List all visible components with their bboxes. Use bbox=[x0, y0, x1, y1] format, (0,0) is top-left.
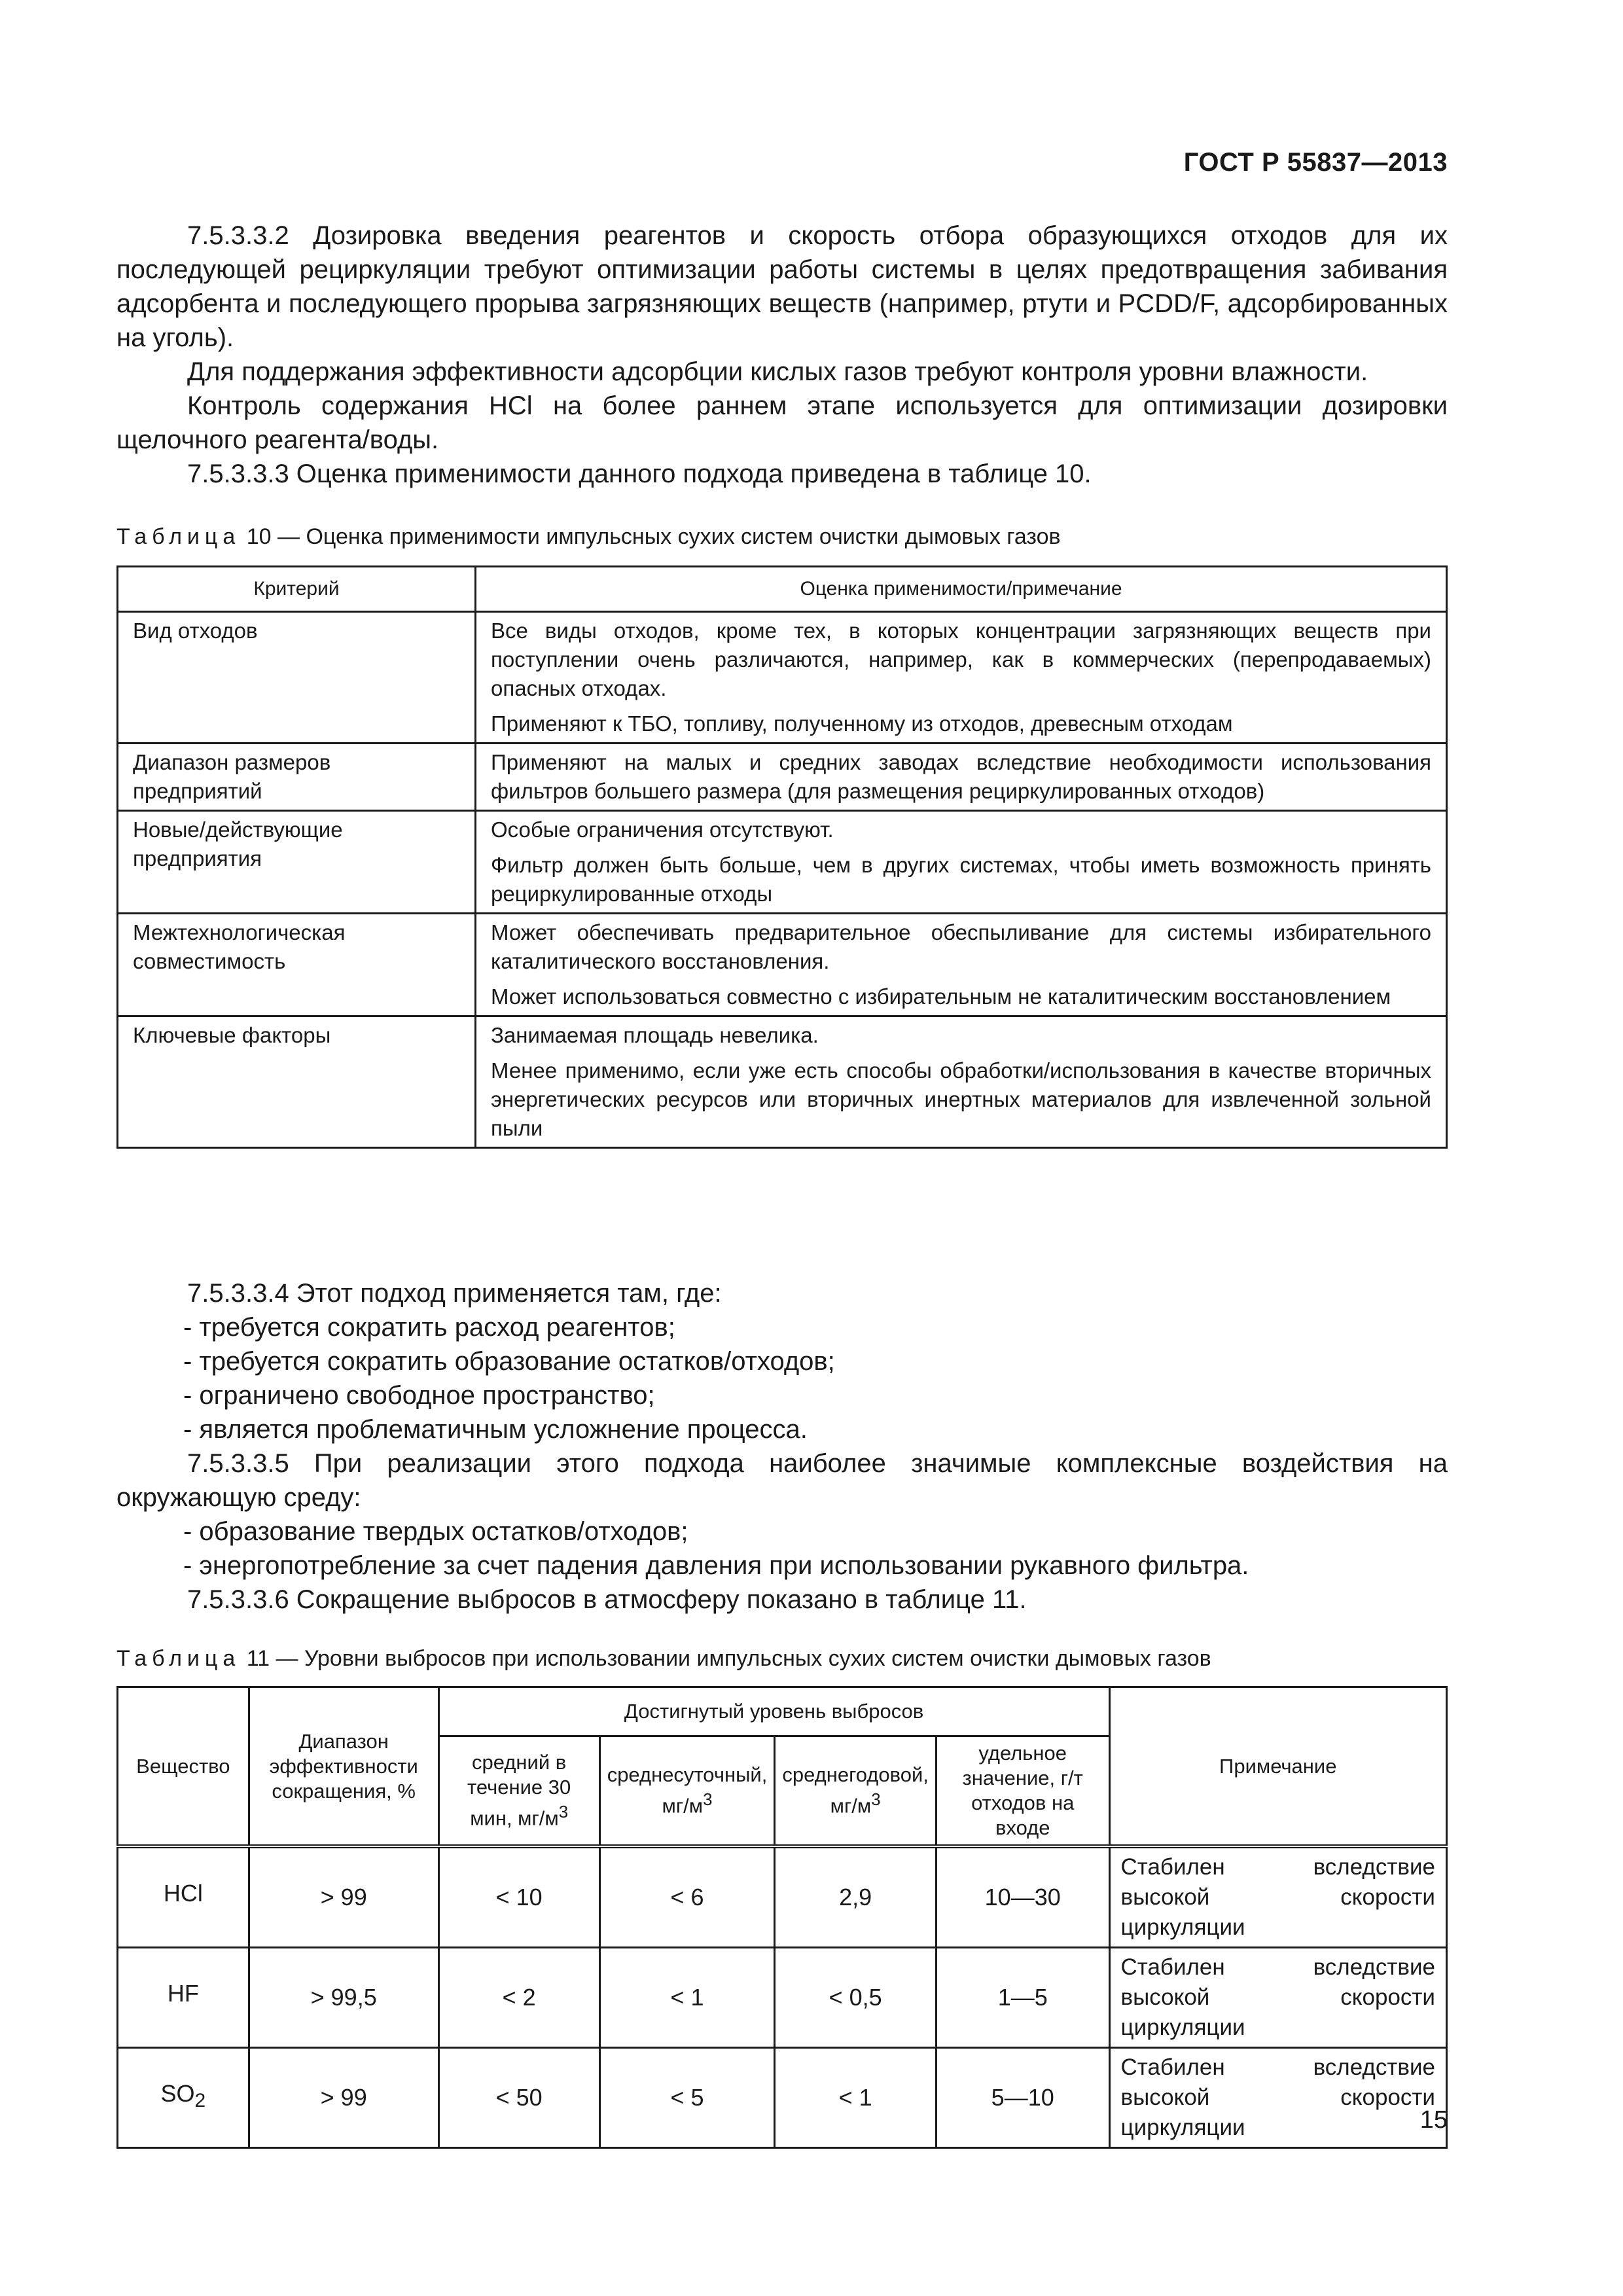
table-row bbox=[118, 744, 1447, 811]
table-row bbox=[118, 612, 1447, 744]
table11-yearly: 2,9 bbox=[775, 1846, 936, 1948]
table10-caption-text: 10 — Оценка применимости импульсных сухих систем очистки дымовых газов bbox=[240, 524, 1061, 549]
table11-header-substance: Вещество bbox=[118, 1687, 249, 1847]
list-item: - является проблематичным усложнение процесса. bbox=[183, 1415, 808, 1444]
standard-number-header: ГОСТ Р 55837—2013 bbox=[1183, 148, 1448, 177]
table-row bbox=[118, 1016, 1447, 1148]
table10-criterion: Диапазон размеров предприятий bbox=[118, 744, 476, 811]
table10-notes bbox=[476, 914, 1447, 1016]
table10-notes bbox=[476, 612, 1447, 744]
table11-daily: < 5 bbox=[599, 2048, 775, 2148]
table10-note: Может обеспечивать предварительное обеспыливание для системы избирательного каталитического восстановления. bbox=[491, 920, 1431, 973]
table10-notes bbox=[476, 744, 1447, 811]
table11-specific: 5—10 bbox=[936, 2048, 1109, 2148]
table-11 bbox=[116, 1686, 1448, 2149]
table10-note: Применяют на малых и средних заводах вследствие необходимости использования фильтров большего размера (для размещения рециркулированных отходов) bbox=[491, 750, 1431, 803]
table-row bbox=[118, 811, 1447, 914]
page-number: 15 bbox=[1419, 2106, 1448, 2134]
table11-header-specific: удельное значение, г/т отходов на входе bbox=[936, 1736, 1109, 1847]
table10-criterion: Ключевые факторы bbox=[118, 1016, 476, 1148]
table10-note: Особые ограничения отсутствуют. bbox=[491, 817, 834, 842]
table11-header-note: Примечание bbox=[1109, 1687, 1446, 1847]
table11-header-range: Диапазон эффективности сокращения, % bbox=[249, 1687, 438, 1847]
section-text-top bbox=[116, 219, 1448, 491]
table10-caption-label: Таблица bbox=[116, 524, 241, 549]
table11-note: Стабилен вследствие высокой скорости циркуляции bbox=[1109, 1948, 1446, 2048]
table11-range: > 99,5 bbox=[249, 1948, 438, 2048]
table11-caption-text: 11 — Уровни выбросов при использовании импульсных сухих систем очистки дымовых газов bbox=[240, 1646, 1211, 1671]
table10-note: Все виды отходов, кроме тех, в которых концентрации загрязняющих веществ при поступлении очень различаются, например, как в коммерческих (перепродаваемых) опасных отходах. bbox=[491, 619, 1431, 700]
table10-criterion: Новые/действующие предприятия bbox=[118, 811, 476, 914]
table11-substance: $SO_2$ bbox=[118, 2048, 249, 2148]
section-text-mid bbox=[116, 1276, 1448, 1617]
table10-header-criterion: Критерий bbox=[118, 567, 476, 612]
list-item: - ограничено свободное пространство; bbox=[183, 1381, 655, 1410]
table10-note: Применяют к ТБО, топливу, полученному из отходов, древесным отходам bbox=[491, 711, 1233, 736]
table11-header-group: Достигнутый уровень выбросов bbox=[438, 1687, 1109, 1736]
paragraph-hcl-control: Контроль содержания HCl на более раннем этапе используется для оптимизации дозировки щелочного реагента/воды. bbox=[116, 391, 1448, 454]
table11-note: Стабилен вследствие высокой скорости циркуляции bbox=[1109, 1846, 1446, 1948]
table11-substance: HF bbox=[118, 1948, 249, 2048]
table11-range: > 99 bbox=[249, 2048, 438, 2148]
table10-note: Может использоваться совместно с избирательным не каталитическим восстановлением bbox=[491, 984, 1391, 1009]
table11-caption bbox=[116, 1645, 1211, 1672]
table11-header-daily: среднесуточный, $мг/м^3$ bbox=[599, 1736, 775, 1847]
table10-notes bbox=[476, 811, 1447, 914]
table11-yearly: < 1 bbox=[775, 2048, 936, 2148]
table10-caption bbox=[116, 524, 1061, 550]
table-row bbox=[118, 1846, 1447, 1948]
table11-avg30: < 50 bbox=[438, 2048, 599, 2148]
paragraph-7-5-3-3-4: 7.5.3.3.4 Этот подход применяется там, где: bbox=[187, 1279, 722, 1308]
table10-notes bbox=[476, 1016, 1447, 1148]
table11-substance: HCl bbox=[118, 1846, 249, 1948]
table10-header-assessment: Оценка применимости/примечание bbox=[476, 567, 1447, 612]
table10-note: Менее применимо, если уже есть способы обработки/использования в качестве вторичных энергетических ресурсов или вторичных инертных материалов для извлеченной зольной пыли bbox=[491, 1058, 1431, 1140]
table11-daily: < 6 bbox=[599, 1846, 775, 1948]
table10-criterion: Межтехнологическая совместимость bbox=[118, 914, 476, 1016]
table-row bbox=[118, 1948, 1447, 2048]
list-item: - требуется сократить образование остатков/отходов; bbox=[183, 1347, 835, 1376]
list-item: - энергопотребление за счет падения давления при использовании рукавного фильтра. bbox=[183, 1551, 1249, 1580]
table11-specific: 10—30 bbox=[936, 1846, 1109, 1948]
list-item: - образование твердых остатков/отходов; bbox=[183, 1517, 688, 1546]
table11-daily: < 1 bbox=[599, 1948, 775, 2048]
table11-avg30: < 2 bbox=[438, 1948, 599, 2048]
table11-header-avg30: средний в течение 30 мин, $мг/м^3$ bbox=[438, 1736, 599, 1847]
table11-caption-label: Таблица bbox=[116, 1646, 241, 1671]
table11-specific: 1—5 bbox=[936, 1948, 1109, 2048]
paragraph-7-5-3-3-6: 7.5.3.3.6 Сокращение выбросов в атмосферу показано в таблице 11. bbox=[187, 1585, 1027, 1614]
table-row bbox=[118, 2048, 1447, 2148]
table11-yearly: < 0,5 bbox=[775, 1948, 936, 2048]
table11-avg30: < 10 bbox=[438, 1846, 599, 1948]
table-row bbox=[118, 914, 1447, 1016]
table11-range: > 99 bbox=[249, 1846, 438, 1948]
table-10 bbox=[116, 565, 1448, 1149]
list-item: - требуется сократить расход реагентов; bbox=[183, 1313, 675, 1342]
table10-note: Фильтр должен быть больше, чем в других системах, чтобы иметь возможность принять рециркулированные отходы bbox=[491, 853, 1431, 906]
paragraph-7-5-3-3-5: 7.5.3.3.5 При реализации этого подхода наиболее значимые комплексные воздействия на окружающую среду: bbox=[116, 1449, 1448, 1512]
paragraph-humidity: Для поддержания эффективности адсорбции кислых газов требуют контроля уровни влажности. bbox=[187, 357, 1368, 386]
table11-note: Стабилен вследствие высокой скорости циркуляции bbox=[1109, 2048, 1446, 2148]
paragraph-7-5-3-3-3: 7.5.3.3.3 Оценка применимости данного подхода приведена в таблице 10. bbox=[187, 459, 1092, 488]
table10-criterion: Вид отходов bbox=[118, 612, 476, 744]
paragraph-7-5-3-3-2: 7.5.3.3.2 Дозировка введения реагентов и скорость отбора образующихся отходов для их последующей рециркуляции требуют оптимизации работы системы в целях предотвращения забивания адсорбента и последующего прорыва загрязняющих веществ (например, ртути и PCDD/F, адсорбированных на уголь). bbox=[116, 221, 1448, 352]
table11-header-yearly: среднегодовой, $мг/м^3$ bbox=[775, 1736, 936, 1847]
table10-note: Занимаемая площадь невелика. bbox=[491, 1023, 819, 1047]
